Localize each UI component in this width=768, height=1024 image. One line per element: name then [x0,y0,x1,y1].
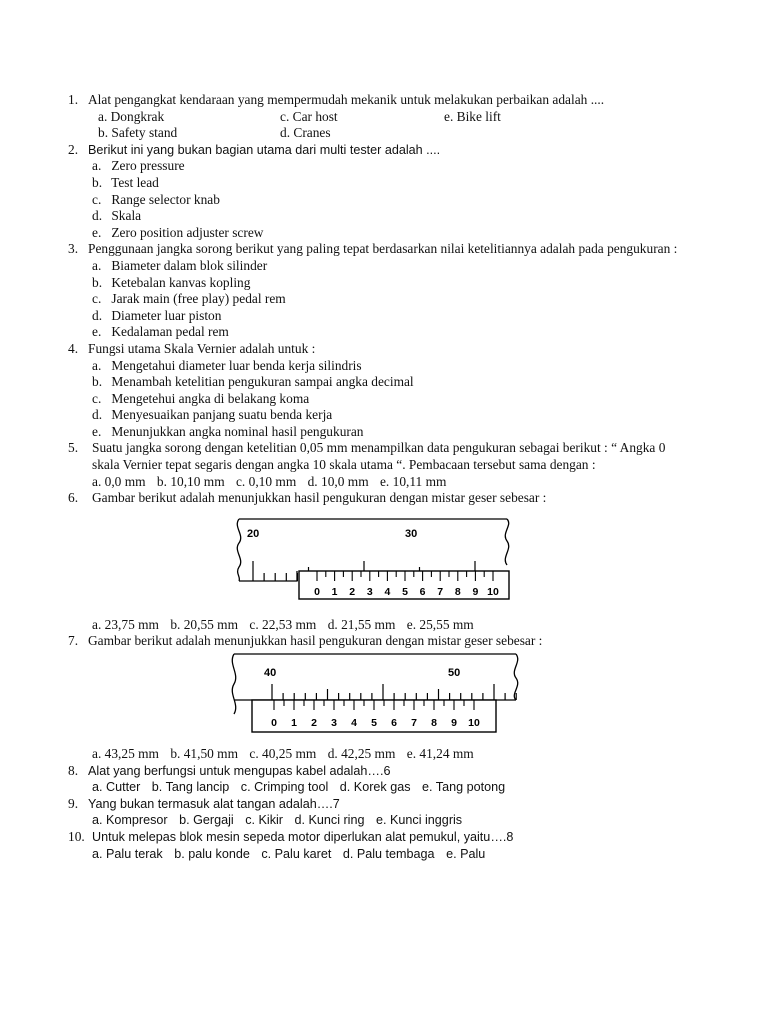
option-e: e. Kedalaman pedal rem [92,324,229,340]
question-text: Gambar berikut adalah menunjukkan hasil pengukuran dengan mistar geser sebesar : [92,490,547,506]
vernier-scale-label: 0 [314,585,320,598]
question-number: 2. [68,141,79,157]
question-number: 9. [68,795,79,811]
options-inline [68,846,680,863]
vernier-scale-label: 2 [349,585,356,598]
vernier-scale-label: 4 [384,585,391,598]
option-e: e. 10,11 mm [379,473,447,489]
options-inline [68,746,680,763]
vernier-scale-label: 1 [331,585,338,598]
options-grid [68,109,680,142]
option-e: e. Zero position adjuster screw [92,224,264,240]
break-line-right [505,519,508,565]
question-text: Suatu jangka sorong dengan ketelitian 0,05 mm menampilkan data pengukuran sebagai berikut : “ Angka 0 skala Vernier tepat segaris dengan angka 10 skala utama “. Pembacaan tersebut sama dengan : [92,440,666,473]
question-8 [68,763,680,796]
question-text: Gambar berikut adalah menunjukkan hasil pengukuran dengan mistar geser sebesar : [88,633,543,649]
question-5 [68,440,680,490]
option-a: a. 23,75 mm [92,616,159,632]
option-e: e. Bike lift [444,108,501,124]
option-a: a. Mengetahui diameter luar benda kerja silindris [92,357,362,373]
question-6 [68,490,680,633]
option-d: d. Diameter luar piston [92,307,222,323]
main-scale-outline [234,654,516,700]
option-c: c. 22,53 mm [249,616,317,632]
option-d: d. Palu tembaga [342,846,435,861]
option-c: c. Palu karet [261,846,332,861]
question-number: 3. [68,241,79,257]
option-c: c. 40,25 mm [249,746,317,762]
vernier-scale-label: 1 [291,717,297,730]
options-list [68,158,680,241]
option-b: b. 20,55 mm [170,616,239,632]
option-a: a. Cutter [92,780,141,795]
vernier-scale-label: 7 [411,717,417,730]
option-b: b. Safety stand [98,125,178,141]
vernier-scale-label: 6 [391,717,397,730]
question-7 [68,633,680,762]
option-b: b. Menambah ketelitian pengukuran sampai angka decimal [92,374,414,390]
question-text: Yang bukan termasuk alat tangan adalah….7 [88,796,340,811]
question-text: Alat pengangkat kendaraan yang mempermudah mekanik untuk melakukan perbaikan adalah .... [88,92,605,107]
question-text: Penggunaan jangka sorong berikut yang paling tepat berdasarkan nilai ketelitiannya adalah pada pengukuran : [88,241,678,257]
vernier-scale-label: 8 [454,585,461,598]
option-d: d. Menyesuaikan panjang suatu benda kerja [92,407,333,423]
option-b: b. Test lead [92,174,159,190]
option-d: d. 21,55 mm [327,616,396,632]
vernier-scale-label: 10 [487,585,499,598]
vernier-scale-label: 5 [371,717,377,730]
question-4 [68,341,680,441]
option-d: d. Cranes [280,125,331,141]
question-text: Alat yang berfungsi untuk mengupas kabel adalah….6 [88,763,391,778]
option-d: d. Kunci ring [294,813,365,828]
question-3 [68,241,680,341]
options-list [68,358,680,441]
question-2 [68,142,680,242]
vernier-scale-label: 9 [472,585,479,598]
option-d: d. Skala [92,208,142,224]
option-a: a. 0,0 mm [92,473,146,489]
vernier-caliper-diagram [224,652,524,744]
question-number: 10. [68,829,85,844]
option-e: e. Tang potong [422,780,506,795]
options-inline [68,812,680,829]
option-b: b. palu konde [174,846,250,861]
question-1 [68,92,680,142]
caliper-figure [68,652,680,744]
option-d: d. 42,25 mm [327,746,396,762]
caliper-figure [68,513,680,609]
vernier-scale-label: 10 [468,717,480,730]
option-d: d. Korek gas [339,780,411,795]
option-c: c. Range selector knab [92,191,220,207]
question-text: Fungsi utama Skala Vernier adalah untuk : [88,340,316,356]
option-b: b. Gergaji [179,813,234,828]
vernier-scale-label: 7 [437,585,444,598]
vernier-scale-label: 4 [351,717,357,730]
option-a: a. Dongkrak [98,108,165,124]
option-d: d. 10,0 mm [307,473,369,489]
vernier-scale-label: 5 [402,585,408,598]
option-e: e. Menunjukkan angka nominal hasil pengukuran [92,423,364,439]
option-c: c. Jarak main (free play) pedal rem [92,291,286,307]
question-number: 1. [68,92,79,107]
option-e: e. Kunci inggris [376,813,463,828]
option-c: c. Car host [280,108,338,124]
option-e: e. 25,55 mm [406,616,474,632]
option-b: b. Ketebalan kanvas kopling [92,274,251,290]
vernier-scale-label: 9 [451,717,457,730]
question-9 [68,796,680,829]
option-a: a. 43,25 mm [92,746,159,762]
vernier-scale-label: 6 [419,585,426,598]
question-number: 4. [68,340,79,356]
question-number: 8. [68,762,79,778]
question-text: Untuk melepas blok mesin sepeda motor diperlukan alat pemukul, yaitu….8 [92,830,514,844]
vernier-caliper-diagram [229,513,519,609]
vernier-scale-label: 8 [431,717,437,730]
question-number: 6. [68,490,79,506]
option-empty [444,125,564,142]
main-scale-label: 50 [448,667,461,680]
option-c: c. Crimping tool [240,780,329,795]
option-a: a. Palu terak [92,846,163,861]
option-b: b. 41,50 mm [170,746,239,762]
option-e: e. 41,24 mm [406,746,474,762]
option-c: c. 0,10 mm [235,473,297,489]
options-inline [68,617,680,634]
question-10 [68,829,680,862]
vernier-scale-label: 3 [366,585,373,598]
options-list [68,258,680,341]
question-number: 5. [68,440,79,456]
question-number: 7. [68,633,79,649]
option-e: e. Palu [446,846,486,861]
option-a: a. Kompresor [92,813,168,828]
option-a: a. Zero pressure [92,158,185,174]
vernier-scale-label: 2 [311,717,317,730]
option-b: b. 10,10 mm [156,473,225,489]
vernier-scale-label: 0 [271,717,277,730]
main-scale-label: 20 [247,527,260,540]
options-inline [68,474,680,491]
main-scale-label: 40 [264,667,277,680]
question-text: Berikut ini yang bukan bagian utama dari multi tester adalah .... [88,142,441,157]
option-b: b. Tang lancip [151,780,230,795]
vernier-scale-label: 3 [331,717,337,730]
option-c: c. Kikir [245,813,283,828]
option-c: c. Mengetehui angka di belakang koma [92,390,310,406]
exam-document [68,92,680,862]
break-line-left [237,519,240,581]
break-line-left [232,654,235,714]
options-inline [68,779,680,796]
option-a: a. Biameter dalam blok silinder [92,257,268,273]
main-scale-label: 30 [405,527,418,540]
